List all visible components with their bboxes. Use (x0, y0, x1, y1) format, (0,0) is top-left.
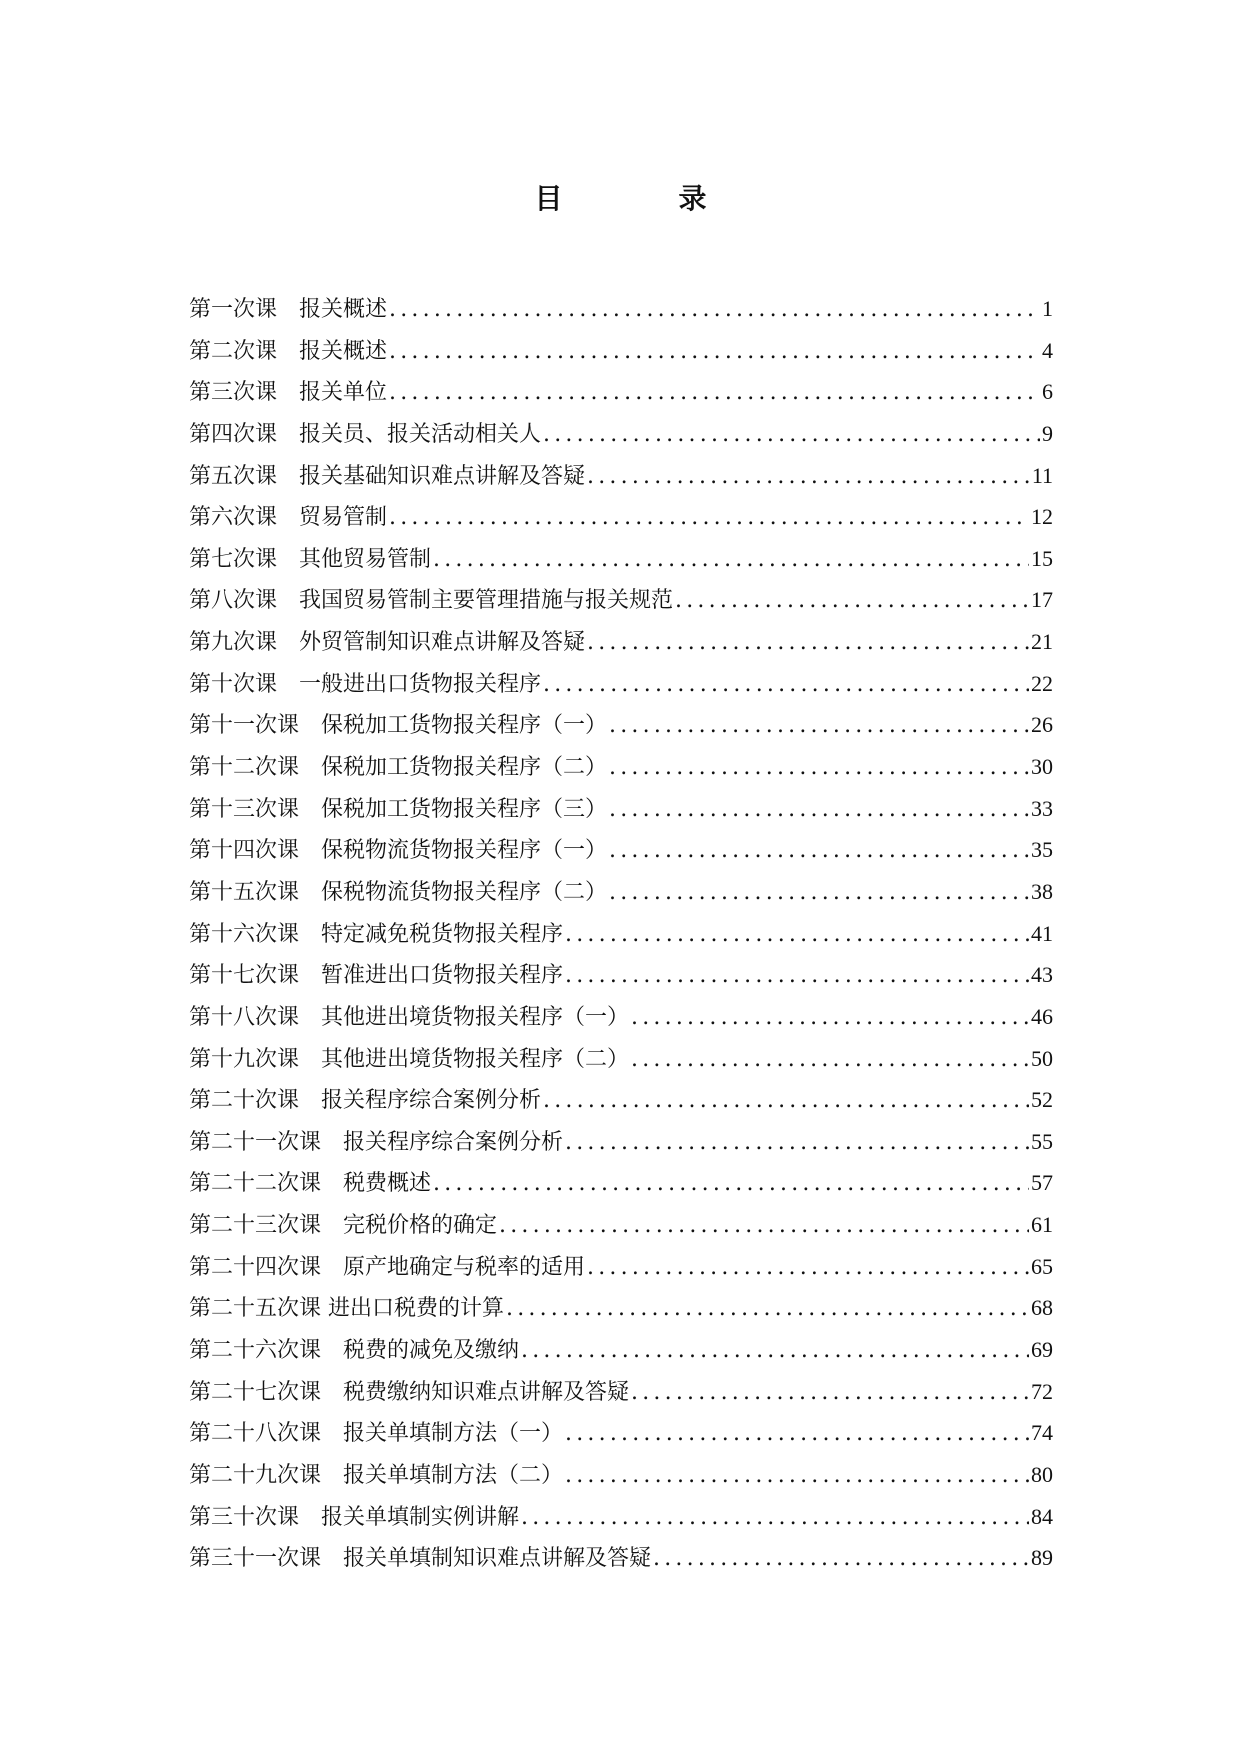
toc-page-number: 57 (1031, 1170, 1053, 1196)
toc-page-number: 69 (1031, 1337, 1053, 1363)
toc-lesson-number: 第十九次课 (189, 1046, 300, 1072)
toc-separator (321, 1288, 328, 1329)
toc-entry[interactable] (189, 579, 1053, 621)
toc-dot-leader (387, 497, 1029, 538)
toc-page-number: 1 (1042, 296, 1053, 321)
toc-topic: 特定减免税货物报关程序 (321, 921, 564, 947)
toc-entry[interactable] (189, 788, 1053, 830)
toc-lesson-number: 第二十二次课 (189, 1171, 322, 1197)
toc-separator (277, 622, 299, 663)
toc-entry[interactable] (189, 746, 1053, 788)
toc-entry[interactable] (189, 1496, 1053, 1538)
toc-separator (321, 1122, 343, 1163)
toc-entry[interactable] (189, 455, 1053, 497)
toc-lesson-number: 第二十五次课 (189, 1296, 322, 1322)
toc-lesson-number: 第十七次课 (189, 963, 300, 989)
toc-entry[interactable] (189, 371, 1053, 413)
toc-lesson-number: 第十一次课 (189, 713, 300, 739)
toc-lesson-number: 第二十一次课 (189, 1129, 322, 1155)
toc-page-number: 6 (1042, 379, 1053, 405)
toc-lesson-number: 第三十次课 (189, 1504, 300, 1530)
toc-topic: 暂准进出口货物报关程序 (321, 963, 564, 989)
toc-entry[interactable] (189, 1079, 1053, 1121)
toc-lesson-number: 第十次课 (189, 671, 278, 697)
toc-dot-leader (607, 789, 1029, 830)
toc-entry[interactable] (189, 1287, 1053, 1329)
toc-topic: 其他进出境货物报关程序（二） (321, 1046, 630, 1072)
toc-separator (299, 789, 321, 830)
toc-dot-leader (607, 747, 1029, 788)
toc-topic: 报关概述 (299, 297, 388, 322)
toc-topic: 其他进出境货物报关程序（一） (321, 1004, 630, 1030)
toc-entry[interactable] (189, 704, 1053, 746)
toc-dot-leader (387, 331, 1040, 372)
toc-lesson-number: 第二十六次课 (189, 1338, 322, 1364)
toc-dot-leader (431, 539, 1029, 580)
toc-lesson-number: 第七次课 (189, 546, 278, 572)
toc-separator (321, 1330, 343, 1371)
toc-page-number: 52 (1031, 1087, 1053, 1113)
toc-page-number: 68 (1031, 1295, 1053, 1321)
toc-entry[interactable] (189, 496, 1053, 538)
toc-separator (321, 1247, 343, 1288)
toc-separator (299, 1080, 321, 1121)
toc-dot-leader (541, 664, 1029, 705)
toc-topic: 税费概述 (343, 1171, 432, 1197)
toc-lesson-number: 第六次课 (189, 505, 278, 531)
toc-dot-leader (607, 830, 1029, 871)
toc-entry[interactable] (189, 663, 1053, 705)
toc-separator (299, 830, 321, 871)
toc-page-number: 9 (1042, 420, 1053, 446)
toc-separator (299, 747, 321, 788)
toc-lesson-number: 第二十九次课 (189, 1462, 322, 1488)
toc-lesson-number: 第二次课 (189, 338, 278, 364)
toc-page-number: 35 (1031, 837, 1053, 863)
toc-dot-leader (497, 1205, 1029, 1246)
toc-lesson-number: 第五次课 (189, 463, 278, 489)
toc-entry[interactable] (189, 829, 1053, 871)
toc-topic: 完税价格的确定 (343, 1213, 498, 1239)
toc-dot-leader (541, 414, 1040, 455)
toc-topic: 其他贸易管制 (299, 546, 432, 572)
toc-entry[interactable] (189, 413, 1053, 455)
toc-topic: 报关基础知识难点讲解及答疑 (299, 463, 586, 489)
toc-separator (321, 1538, 343, 1579)
toc-dot-leader (563, 1413, 1029, 1454)
toc-lesson-number: 第八次课 (189, 588, 278, 614)
toc-lesson-number: 第十三次课 (189, 796, 300, 822)
toc-dot-leader (607, 705, 1029, 746)
toc-topic: 原产地确定与税率的适用 (343, 1254, 586, 1280)
toc-page-number: 41 (1031, 920, 1053, 946)
toc-lesson-number: 第二十四次课 (189, 1254, 322, 1280)
toc-lesson-number: 第九次课 (189, 630, 278, 656)
toc-page-number: 26 (1031, 712, 1053, 738)
toc-dot-leader (629, 997, 1029, 1038)
toc-separator (299, 1497, 321, 1538)
toc-separator (299, 872, 321, 913)
toc-separator (321, 1413, 343, 1454)
toc-separator (321, 1372, 343, 1413)
toc-entry[interactable] (189, 1121, 1053, 1163)
toc-dot-leader (504, 1288, 1029, 1329)
toc-separator (299, 955, 321, 996)
toc-page-number: 84 (1031, 1503, 1053, 1529)
toc-page-number: 12 (1031, 504, 1053, 530)
toc-separator (299, 914, 321, 955)
toc-lesson-number: 第十六次课 (189, 921, 300, 947)
toc-entry[interactable] (189, 288, 1053, 330)
toc-page-number: 61 (1031, 1212, 1053, 1238)
toc-separator (277, 289, 299, 330)
toc-dot-leader (563, 1122, 1029, 1163)
toc-topic: 报关程序综合案例分析 (343, 1129, 564, 1155)
toc-dot-leader (585, 456, 1030, 497)
toc-dot-leader (519, 1497, 1029, 1538)
toc-page-number: 4 (1042, 337, 1053, 363)
toc-dot-leader (673, 580, 1029, 621)
toc-topic: 保税物流货物报关程序（二） (321, 879, 608, 905)
toc-dot-leader (541, 1080, 1029, 1121)
toc-separator (277, 372, 299, 413)
toc-entry[interactable] (189, 330, 1053, 372)
toc-entry[interactable] (189, 1412, 1053, 1454)
toc-separator (277, 664, 299, 705)
toc-page-number: 72 (1031, 1378, 1053, 1404)
toc-lesson-number: 第十四次课 (189, 838, 300, 864)
toc-entry[interactable] (189, 913, 1053, 955)
toc-lesson-number: 第一次课 (189, 297, 278, 322)
toc-dot-leader (629, 1039, 1029, 1080)
toc-separator (321, 1205, 343, 1246)
toc-lesson-number: 第二十次课 (189, 1088, 300, 1114)
toc-separator (277, 497, 299, 538)
toc-separator (277, 414, 299, 455)
toc-topic: 报关单位 (299, 380, 388, 406)
toc-topic: 保税加工货物报关程序（二） (321, 755, 608, 781)
toc-lesson-number: 第二十三次课 (189, 1213, 322, 1239)
toc-page-number: 50 (1031, 1045, 1053, 1071)
toc-lesson-number: 第二十七次课 (189, 1379, 322, 1405)
toc-page-number: 15 (1031, 545, 1053, 571)
toc-separator (277, 580, 299, 621)
toc-lesson-number: 第四次课 (189, 421, 278, 447)
toc-page-number: 80 (1031, 1461, 1053, 1487)
toc-topic: 贸易管制 (299, 505, 388, 531)
toc-topic: 报关单填制方法（一） (343, 1421, 564, 1447)
toc-entry[interactable] (189, 1537, 1053, 1579)
toc-separator (321, 1163, 343, 1204)
toc-topic: 我国贸易管制主要管理措施与报关规范 (299, 588, 674, 614)
toc-page-number: 38 (1031, 878, 1053, 904)
toc-separator (277, 331, 299, 372)
toc-lesson-number: 第十二次课 (189, 755, 300, 781)
toc-topic: 报关程序综合案例分析 (321, 1088, 542, 1114)
toc-separator (299, 997, 321, 1038)
toc-entry[interactable] (189, 996, 1053, 1038)
toc-separator (321, 1455, 343, 1496)
toc-topic: 进出口税费的计算 (328, 1296, 505, 1322)
toc-page-number: 89 (1031, 1545, 1053, 1571)
toc-lesson-number: 第三十一次课 (189, 1546, 322, 1572)
toc-entry[interactable] (189, 621, 1053, 663)
toc-dot-leader (387, 289, 1040, 330)
toc-topic: 一般进出口货物报关程序 (299, 671, 542, 697)
toc-dot-leader (563, 914, 1029, 955)
toc-dot-leader (431, 1163, 1029, 1204)
toc-topic: 税费的减免及缴纳 (343, 1338, 520, 1364)
toc-topic: 报关单填制实例讲解 (321, 1504, 520, 1530)
toc-dot-leader (563, 1455, 1029, 1496)
toc-separator (277, 539, 299, 580)
toc-lesson-number: 第二十八次课 (189, 1421, 322, 1447)
toc-entry[interactable] (189, 1371, 1053, 1413)
toc-entry[interactable] (189, 954, 1053, 996)
toc-topic: 外贸管制知识难点讲解及答疑 (299, 630, 586, 656)
table-of-contents (189, 288, 1053, 1579)
toc-entry[interactable] (189, 1329, 1053, 1371)
toc-page-number: 22 (1031, 670, 1053, 696)
toc-topic: 保税物流货物报关程序（一） (321, 838, 608, 864)
toc-page-number: 33 (1031, 795, 1053, 821)
toc-dot-leader (607, 872, 1029, 913)
toc-entry[interactable] (189, 1454, 1053, 1496)
toc-dot-leader (563, 955, 1029, 996)
toc-separator (299, 705, 321, 746)
toc-dot-leader (585, 622, 1029, 663)
toc-page-number: 55 (1031, 1128, 1053, 1154)
toc-topic: 报关概述 (299, 338, 388, 364)
toc-page-number: 43 (1031, 962, 1053, 988)
toc-dot-leader (629, 1372, 1029, 1413)
toc-page-number: 46 (1031, 1003, 1053, 1029)
toc-entry[interactable] (189, 871, 1053, 913)
toc-entry[interactable] (189, 1038, 1053, 1080)
toc-page-number: 17 (1031, 587, 1053, 613)
toc-lesson-number: 第三次课 (189, 380, 278, 406)
toc-page-number: 74 (1031, 1420, 1053, 1446)
toc-topic: 保税加工货物报关程序（一） (321, 713, 608, 739)
toc-topic: 报关单填制方法（二） (343, 1462, 564, 1488)
toc-entry[interactable] (189, 1162, 1053, 1204)
toc-dot-leader (519, 1330, 1029, 1371)
toc-page-number: 21 (1031, 629, 1053, 655)
toc-dot-leader (585, 1247, 1029, 1288)
page-title: 目 录 (534, 181, 751, 215)
toc-page-number: 30 (1031, 754, 1053, 780)
toc-entry[interactable] (189, 1204, 1053, 1246)
toc-page-number: 11 (1031, 462, 1053, 488)
toc-lesson-number: 第十八次课 (189, 1004, 300, 1030)
toc-dot-leader (387, 372, 1040, 413)
toc-separator (299, 1039, 321, 1080)
toc-lesson-number: 第十五次课 (189, 879, 300, 905)
toc-topic: 报关员、报关活动相关人 (299, 421, 542, 447)
toc-entry[interactable] (189, 538, 1053, 580)
toc-entry[interactable] (189, 1246, 1053, 1288)
toc-separator (277, 456, 299, 497)
toc-dot-leader (651, 1538, 1029, 1579)
toc-topic: 税费缴纳知识难点讲解及答疑 (343, 1379, 630, 1405)
toc-topic: 报关单填制知识难点讲解及答疑 (343, 1546, 652, 1572)
toc-topic: 保税加工货物报关程序（三） (321, 796, 608, 822)
toc-page-number: 65 (1031, 1253, 1053, 1279)
